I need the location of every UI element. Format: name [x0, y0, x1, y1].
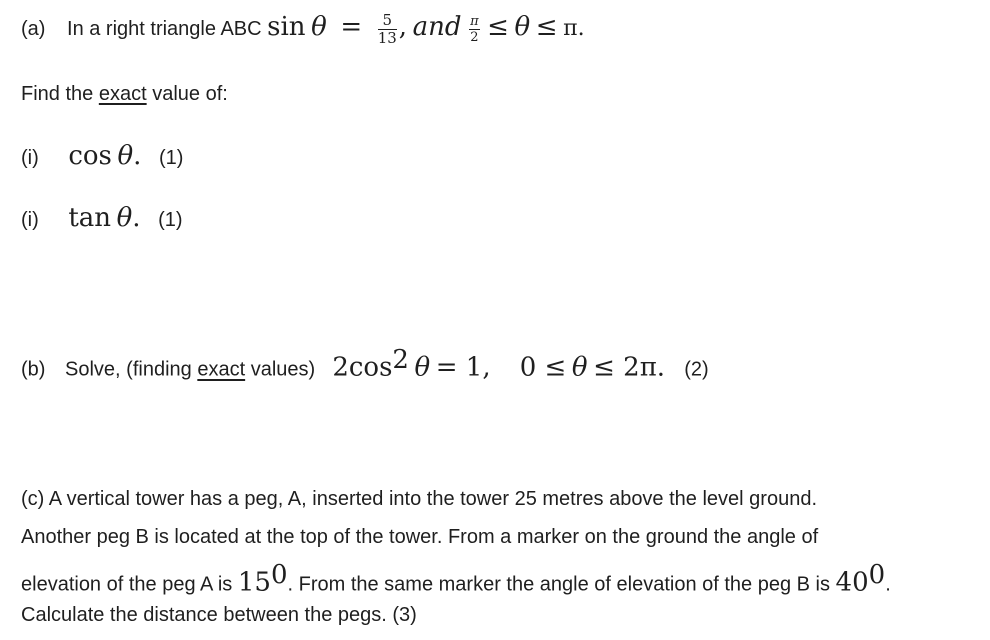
part-c-line-1: (c) A vertical tower has a peg, A, inserted into the tower 25 metres above the level ground.	[21, 488, 817, 510]
theta-symbol-range: θ	[571, 352, 588, 383]
angle-a-value: 15	[237, 567, 271, 598]
cos-function-b: cos	[348, 352, 393, 383]
find-exact: exact	[98, 83, 147, 105]
find-instruction	[21, 83, 228, 106]
part-c-line-3b: . From the same marker the angle of elevation of the peg B is	[287, 573, 830, 596]
theta-symbol-tan: θ	[116, 203, 133, 233]
equation-rhs: = 1,	[435, 352, 491, 383]
pi-denominator: 2	[470, 30, 479, 46]
theta-symbol-b: θ	[414, 352, 431, 383]
angle-b-degree: 0	[868, 560, 886, 590]
sub1-marks: (1)	[158, 147, 184, 169]
tan-function: tan	[68, 203, 112, 233]
part-a-line	[21, 12, 585, 46]
theta-symbol-cos: θ	[117, 141, 134, 171]
cos-dot: .	[133, 141, 142, 171]
part-c-line-3a: elevation of the peg A is	[21, 573, 233, 596]
and-word: and	[412, 12, 462, 42]
sub-question-tan	[21, 203, 183, 233]
fraction-5-13	[378, 13, 397, 46]
coefficient: 2	[332, 352, 349, 383]
part-c-line-4: Calculate the distance between the pegs. (3)	[21, 604, 417, 626]
cos-function: cos	[68, 141, 112, 171]
le-sign-1: ≤	[487, 12, 509, 42]
fraction-numerator: 5	[378, 13, 397, 30]
part-b-marks: (2)	[684, 358, 709, 381]
fraction-denominator: 13	[377, 29, 397, 48]
power: 2	[392, 345, 409, 375]
sub-question-cos	[21, 141, 183, 171]
sub1-label: (i)	[21, 147, 39, 169]
part-b-label: (b)	[21, 358, 46, 381]
part-c-line-3	[21, 560, 891, 598]
part-a-label: (a)	[21, 18, 46, 40]
sub2-label: (i)	[21, 209, 39, 231]
le-sign-2: ≤	[535, 12, 558, 42]
pi-numerator: π	[470, 14, 479, 30]
theta-symbol-2: θ	[514, 12, 531, 42]
part-a-intro: In a right triangle ABC	[67, 18, 262, 40]
angle-a-degree: 0	[270, 560, 288, 590]
part-b-exact: exact	[197, 358, 246, 381]
find-before: Find the	[21, 83, 94, 105]
range-start: 0 ≤	[519, 352, 567, 383]
part-b-line	[21, 345, 709, 383]
theta-symbol: θ	[311, 12, 327, 42]
angle-b-value: 40	[835, 567, 869, 598]
sin-function: sin	[267, 12, 306, 42]
part-b-after: values)	[250, 358, 316, 381]
range-end: ≤ 2π.	[593, 352, 666, 383]
find-after: value of:	[152, 83, 228, 105]
equals-sign: =	[340, 12, 363, 42]
sub2-marks: (1)	[158, 209, 183, 231]
tan-dot: .	[132, 203, 141, 233]
comma: ,	[398, 12, 408, 42]
part-c-line-2: Another peg B is located at the top of the tower. From a marker on the ground the angle of	[21, 526, 819, 548]
fraction-pi-over-2	[469, 15, 480, 44]
pi-end: π.	[563, 16, 585, 41]
part-b-before: Solve, (finding	[65, 358, 192, 381]
part-c-line-3c: .	[885, 573, 891, 596]
